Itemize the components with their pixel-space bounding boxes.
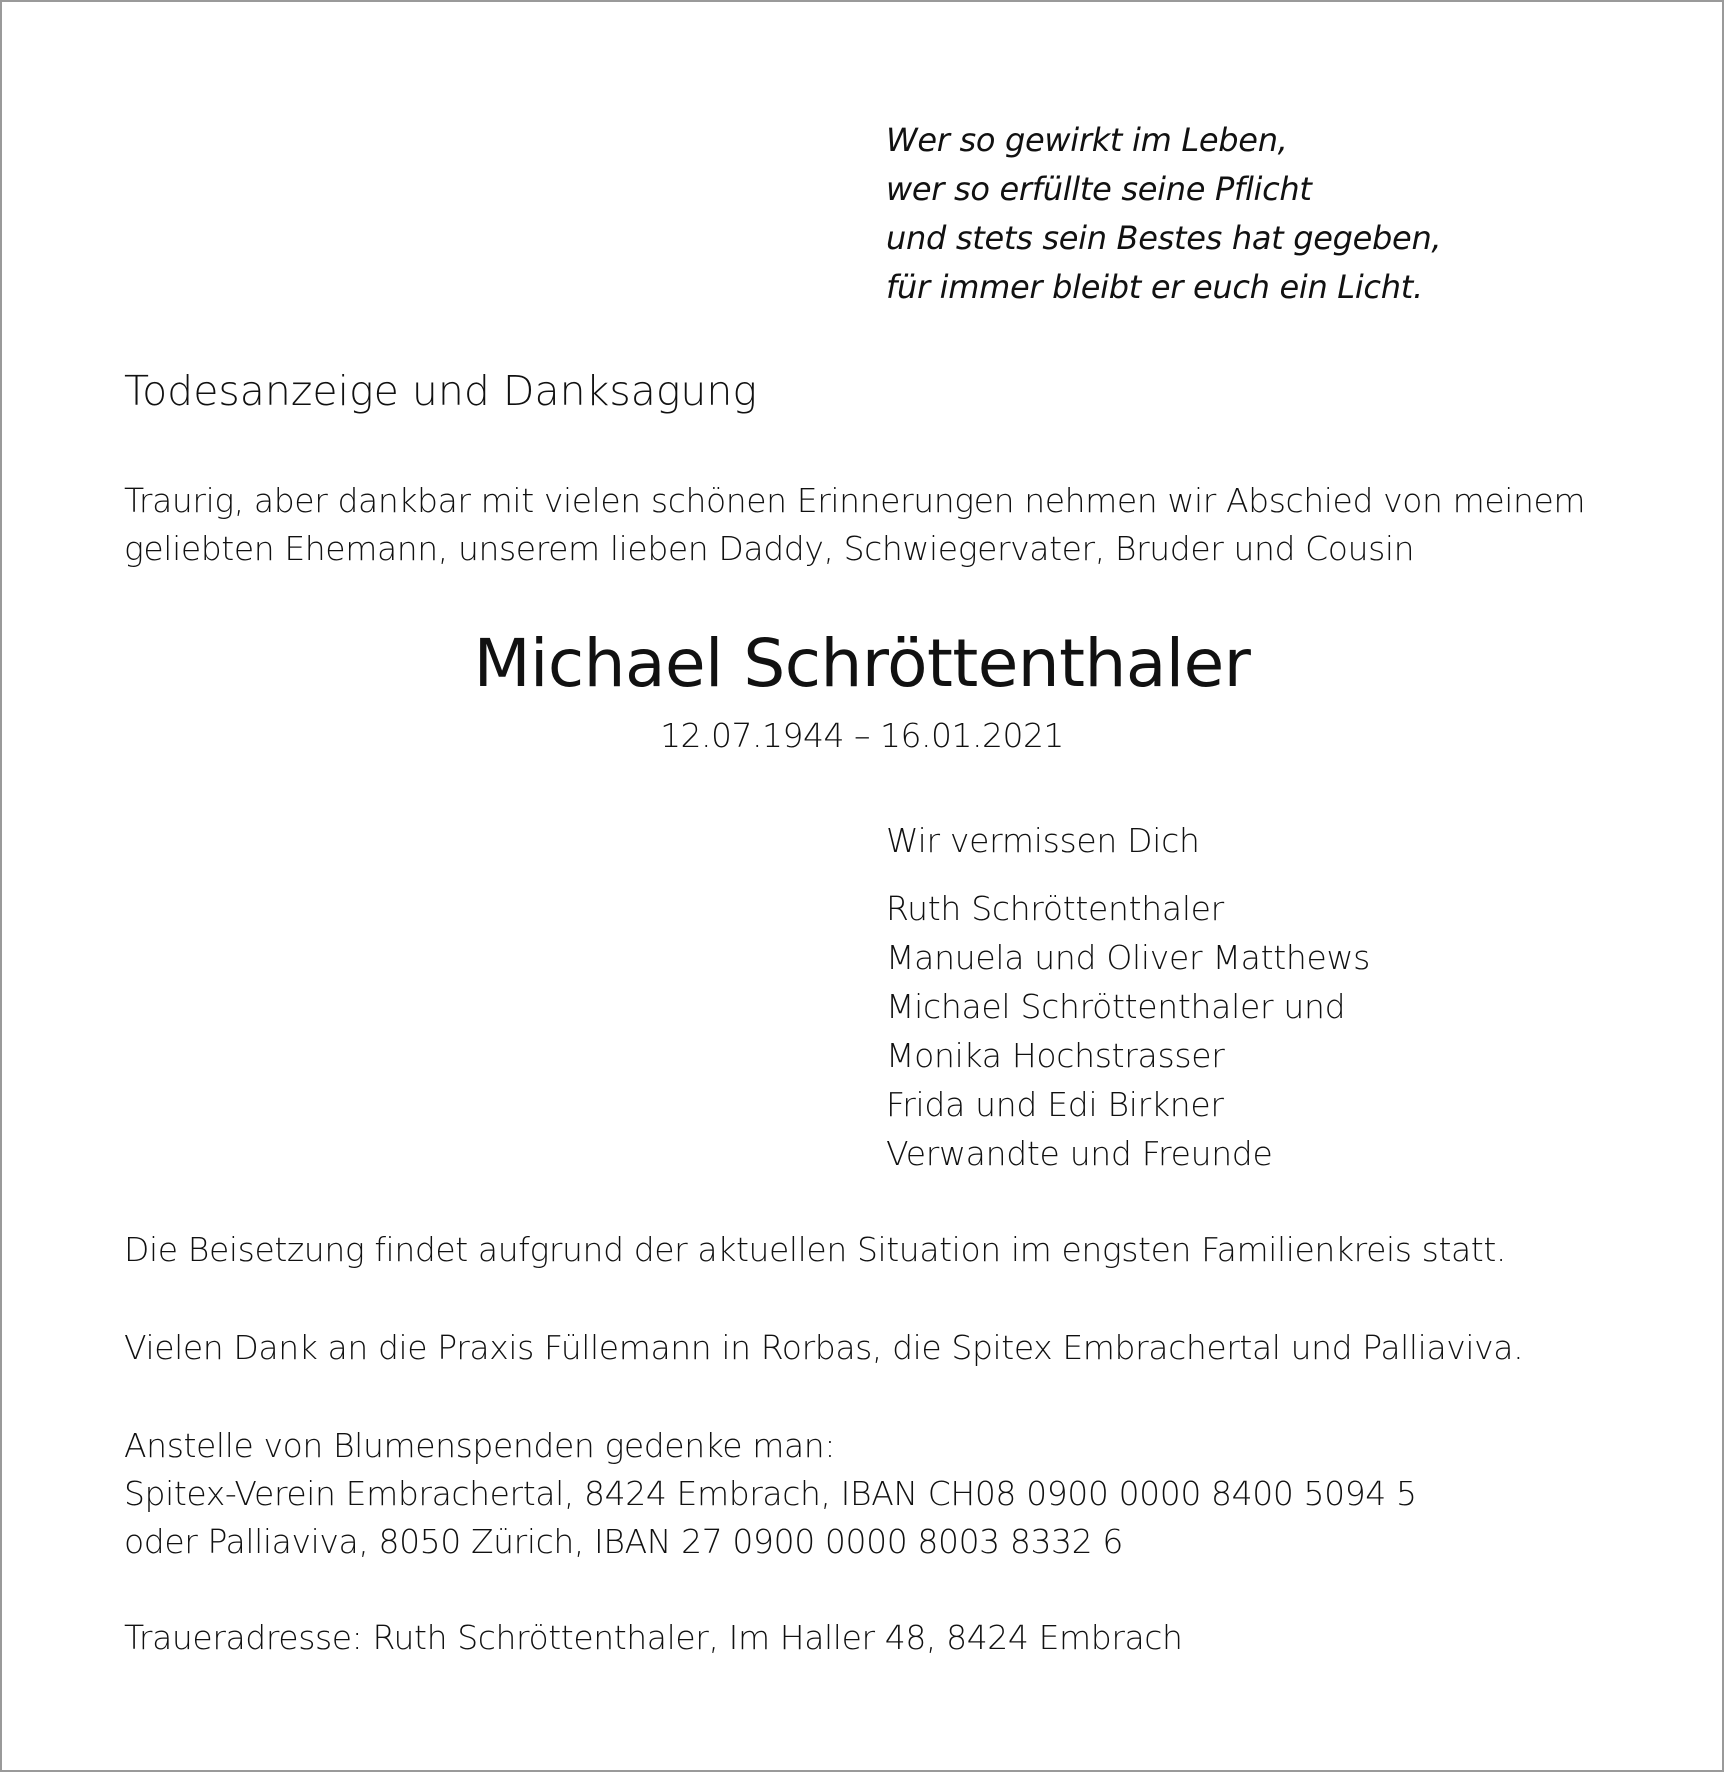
mourning-address: Traueradresse: Ruth Schröttenthaler, Im Haller 48, 8424 Embrach (124, 1618, 1183, 1657)
donation-line: Spitex-Verein Embrachertal, 8424 Embrach, IBAN CH08 0900 0000 8400 5094 5 (124, 1474, 1417, 1513)
thanks-notice: Vielen Dank an die Praxis Füllemann in Rorbas, die Spitex Embrachertal und Palliaviva. (124, 1328, 1524, 1367)
mourner-line: Verwandte und Freunde (886, 1134, 1273, 1173)
mourner-line: Manuela und Oliver Matthews (886, 938, 1371, 977)
intro-paragraph (124, 477, 1585, 573)
closing-phrase: Wir vermissen Dich (886, 821, 1200, 860)
verse-line: Wer so gewirkt im Leben, (886, 121, 1288, 159)
donation-line: Anstelle von Blumenspenden gedenke man: (124, 1426, 836, 1465)
intro-line: geliebten Ehemann, unserem lieben Daddy, Schwiegervater, Bruder und Cousin (124, 529, 1415, 568)
verse-line: wer so erfüllte seine Pflicht (886, 170, 1312, 208)
life-dates: 12.07.1944 – 16.01.2021 (660, 716, 1064, 755)
verse-line: für immer bleibt er euch ein Licht. (886, 268, 1423, 306)
donation-notice (124, 1422, 1417, 1566)
notice-heading: Todesanzeige und Danksagung (124, 367, 757, 415)
mourner-line: Monika Hochstrasser (886, 1036, 1225, 1075)
mourners-list (886, 884, 1370, 1178)
intro-line: Traurig, aber dankbar mit vielen schönen Erinnerungen nehmen wir Abschied von meinem (124, 481, 1586, 520)
verse-line: und stets sein Bestes hat gegeben, (886, 219, 1442, 257)
funeral-notice: Die Beisetzung findet aufgrund der aktuellen Situation im engsten Familienkreis statt. (124, 1230, 1506, 1269)
mourner-line: Michael Schröttenthaler und (886, 987, 1346, 1026)
donation-line: oder Palliaviva, 8050 Zürich, IBAN 27 0900 0000 8003 8332 6 (124, 1522, 1123, 1561)
mourner-line: Ruth Schröttenthaler (886, 889, 1224, 928)
deceased-name: Michael Schröttenthaler (473, 625, 1251, 702)
mourner-line: Frida und Edi Birkner (886, 1085, 1224, 1124)
memorial-verse (886, 116, 1441, 312)
